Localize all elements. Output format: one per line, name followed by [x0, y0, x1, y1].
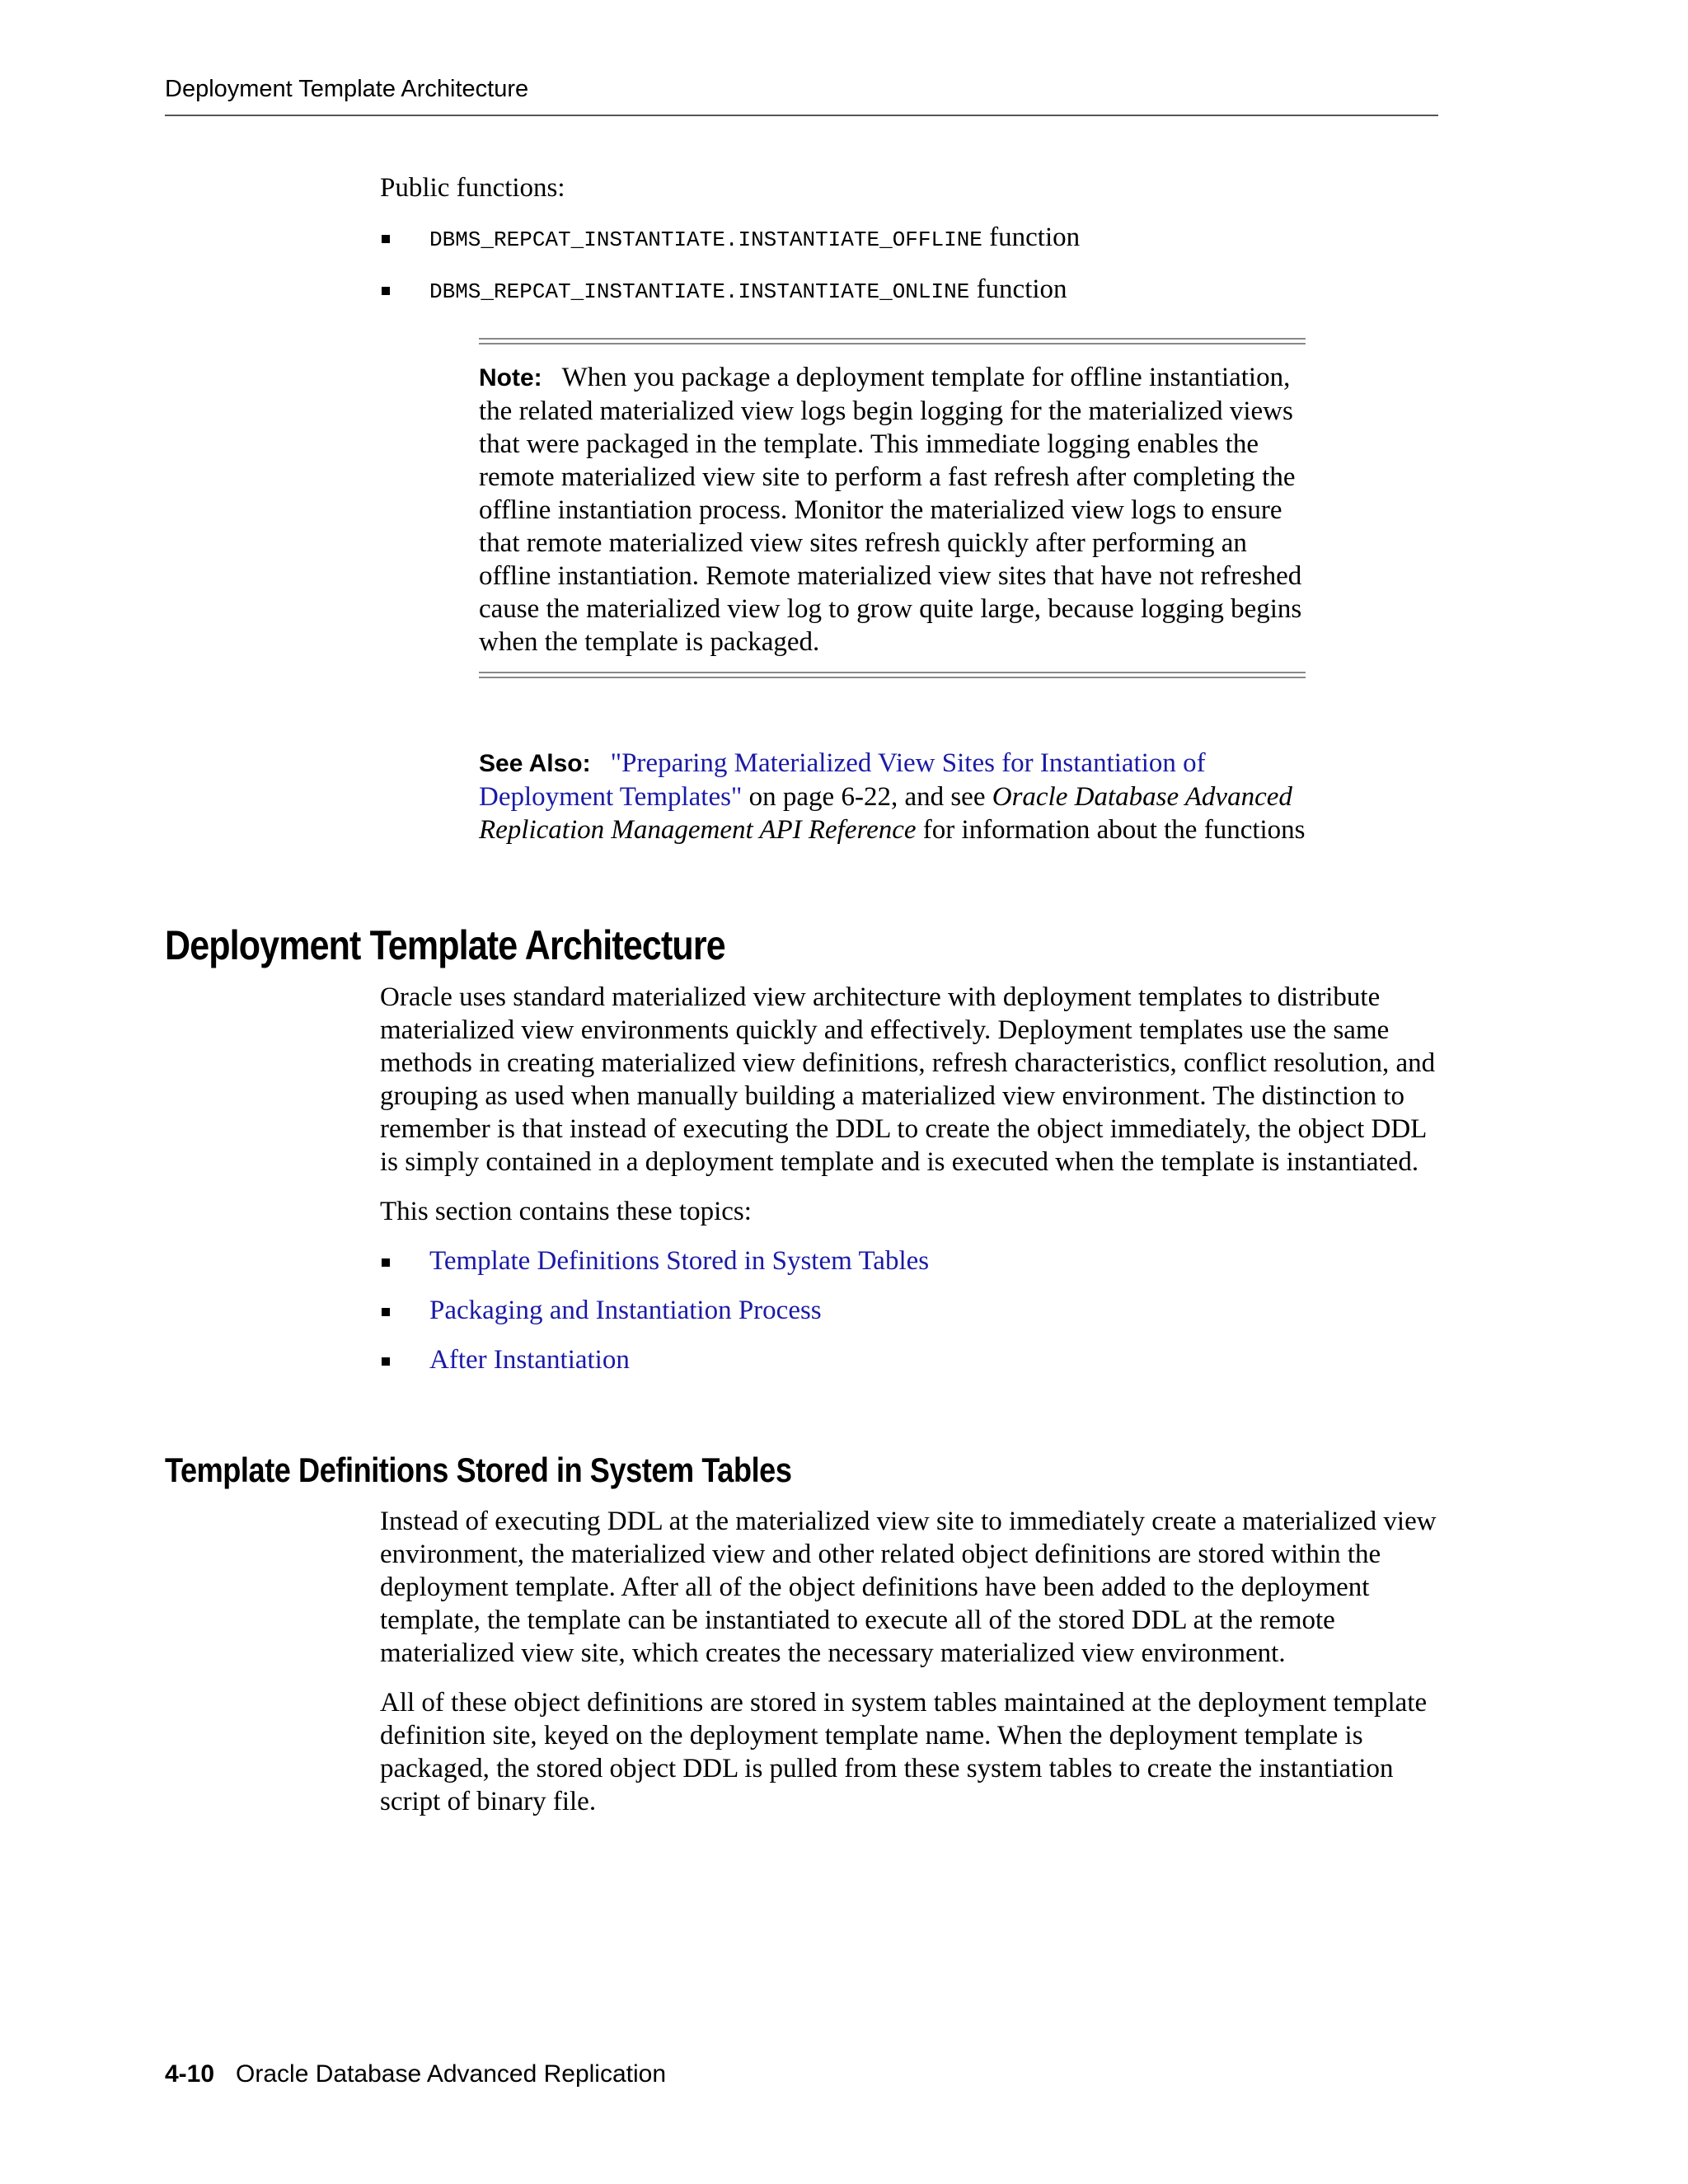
see-also-link[interactable]: "Preparing Materialized View Sites for Instantiation of Deployment Templates": [479, 748, 1206, 812]
note-label: Note:: [479, 364, 542, 391]
list-item: [380, 221, 1443, 256]
section-body: [380, 981, 1443, 1376]
public-functions-list: [380, 221, 1443, 308]
bullet-icon: [382, 1308, 390, 1316]
list-item: [380, 1294, 1443, 1327]
running-header: Deployment Template Architecture: [165, 76, 529, 102]
bullet-icon: [382, 1258, 390, 1267]
note-box: [479, 338, 1306, 678]
see-also-paragraph: [479, 747, 1306, 846]
subsection-paragraph-1: Instead of executing DDL at the materialized view site to immediately create a materialized view environment, the materialized view and other related object definitions are stored within the deployment template. After all of the object definitions have been added to the deployment template, the template can be instantiated to execute all of the stored DDL at the remote materialized view site, which creates the necessary materialized view environment.: [380, 1507, 1437, 1668]
note-paragraph: [479, 361, 1306, 658]
public-functions-block: [380, 171, 1443, 308]
bullet-icon: [382, 235, 390, 243]
bullet-icon: [382, 287, 390, 295]
topics-list: [380, 1244, 1443, 1376]
function-suffix: function: [969, 274, 1067, 304]
subsection-paragraph-2: All of these object definitions are stored in system tables maintained at the deployment template definition site, keyed on the deployment template name. When the deployment template is packaged, the stored object DDL is pulled from these system tables to create the instantiation script of binary file.: [380, 1688, 1428, 1816]
function-code: DBMS_REPCAT_INSTANTIATE.INSTANTIATE_ONLINE: [429, 279, 970, 304]
see-also-text-2: for information about the functions: [916, 815, 1306, 845]
list-item: [380, 1343, 1443, 1376]
subsection-body: [380, 1505, 1443, 1818]
book-title: Oracle Database Advanced Replication Management API Reference: [479, 782, 1292, 845]
note-bottom-rule: [479, 672, 1306, 678]
topic-link-template-definitions[interactable]: Template Definitions Stored in System Tables: [429, 1246, 930, 1276]
header-rule: [165, 115, 1438, 116]
section-paragraph: Oracle uses standard materialized view architecture with deployment templates to distribute materialized view environments quickly and effectively. Deployment templates use the same methods in creating materialized view definitions, refresh characteristics, conflict resolution, and grouping as used when manually building a materialized view environment. The distinction to remember is that instead of executing the DDL to create the object immediately, the object DDL is simply contained in a deployment template and is executed when the template is instantiated.: [380, 982, 1436, 1177]
topics-intro: This section contains these topics:: [380, 1197, 752, 1226]
note-text: When you package a deployment template for offline instantiation, the related materialized view logs begin logging for the materialized views that were packaged in the template. This immediate logging enables the remote materialized view site to perform a fast refresh after completing the offline instantiation process. Monitor the materialized view logs to ensure that remote materialized view sites refresh quickly after performing an offline instantiation. Remote materialized view sites that have not refreshed cause the materialized view log to grow quite large, because logging begins when the template is packaged.: [479, 363, 1302, 657]
note-top-rule: [479, 338, 1306, 344]
topic-link-after-instantiation[interactable]: After Instantiation: [429, 1345, 630, 1375]
list-item: [380, 273, 1443, 308]
see-also-text-1: on page 6-22, and see: [742, 782, 992, 812]
topic-link-packaging[interactable]: Packaging and Instantiation Process: [429, 1296, 822, 1325]
page-number: 4-10: [165, 2060, 215, 2088]
bullet-icon: [382, 1357, 390, 1366]
function-suffix: function: [982, 223, 1081, 252]
see-also-label: See Also:: [479, 750, 591, 777]
list-item: [380, 1244, 1443, 1277]
subsection-title: Template Definitions Stored in System Tables: [165, 1451, 792, 1489]
see-also-box: [479, 747, 1306, 846]
footer-book-title: Oracle Database Advanced Replication: [236, 2060, 667, 2088]
public-functions-intro: Public functions:: [380, 173, 565, 203]
page-footer: [165, 2060, 666, 2088]
function-code: DBMS_REPCAT_INSTANTIATE.INSTANTIATE_OFFLINE: [429, 227, 982, 252]
section-title: Deployment Template Architecture: [165, 922, 725, 968]
